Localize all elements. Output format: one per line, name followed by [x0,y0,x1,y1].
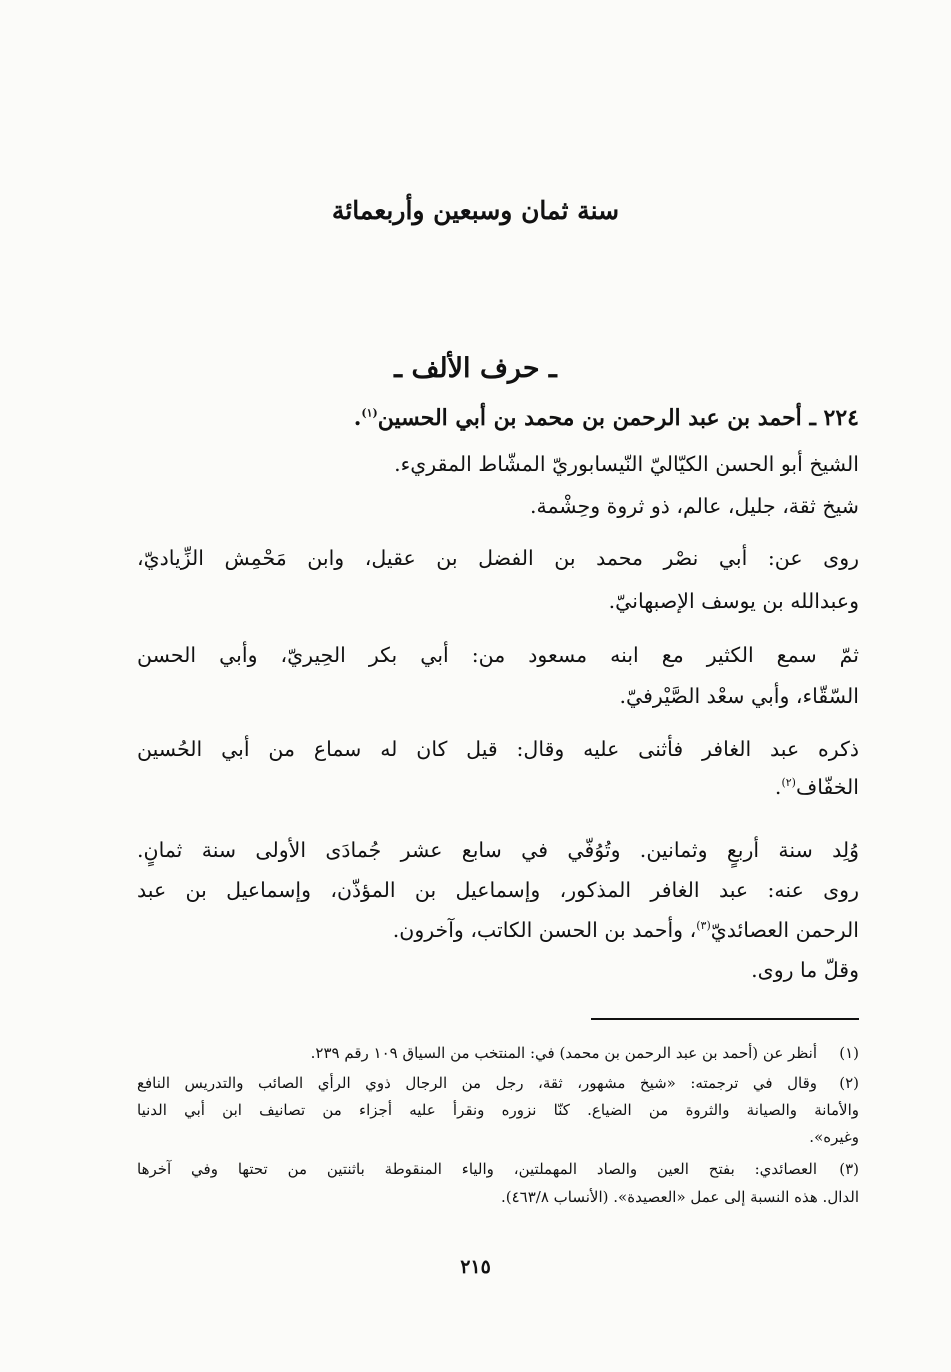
footnotes [137,0,859,1250]
year-heading: سنة ثمان وسبعين وأربعمائة [331,196,620,225]
heard-line-1: ثمّ سمع الكثير مع ابنه مسعود من: أبي بكر الحِيريّ، وأبي الحسن [137,643,859,667]
mention-line-2-text: الخفّاف [795,775,859,799]
heard-line-2: السّقّاء، وأبي سعْد الصَّيْرفيّ. [619,684,859,708]
mention-line-1: ذكره عبد الغافر فأثنى عليه وقال: قيل كان له سماع من أبي الحُسين [137,737,859,761]
students-line-1: روى عنه: عبد الغافر المذكور، وإسماعيل بن المؤذّن، وإسماعيل بن عبد [137,878,859,902]
footnote-ref-2: (٢) [781,776,796,790]
entry-line-nisba: الشيخ أبو الحسن الكيّاليّ النّيسابوريّ المشّاط المقريء. [394,452,859,476]
footnote-ref-3: (٣) [696,919,711,933]
teachers-line-2: وعبدالله بن يوسف الإصبهانيّ. [608,589,859,613]
footnote-ref-1: (١) [361,406,378,420]
footnote-3-line-2: الدال. هذه النسبة إلى عمل «العصيدة». (الأنساب ٤٦٣/٨). [501,1188,859,1206]
footnote-1-number: (١) [839,1044,859,1062]
footnote-2-line-3: وغيره». [809,1128,859,1146]
narration-note-line: وقلّ ما روى. [751,958,859,982]
footnote-2-number: (٢) [839,1074,859,1092]
teachers-line-1: روى عن: أبي نصْر محمد بن الفضل بن عقيل، وابن مَحْمِش الزِّياديّ، [137,546,859,570]
entry-heading-end: . [353,405,362,431]
entry-heading-text: ٢٢٤ ـ أحمد بن عبد الرحمن بن محمد بن أبي الحسين [377,405,859,431]
footnote-3-line-1: العصائدي: بفتح العين والصاد المهملتين، والياء المنقوطة باثنتين من تحتها وفي آخرها [137,1160,817,1178]
footnote-3-number: (٣) [839,1160,859,1178]
footnote-1-line-1: أنظر عن (أحمد بن عبد الرحمن بن محمد) في: المنتخب من السياق ١٠٩ رقم ٢٣٩. [310,1044,817,1062]
birth-death-line: وُلِد سنة أربعٍ وثمانين. وتُوُفّي في سابع عشر جُمادَى الأولى سنة ثمانٍ. [137,838,859,862]
students-line-2-text-a: الرحمن العصائديّ [710,918,859,942]
section-heading: ـ حرف الألف ـ [394,353,557,384]
mention-line-2-end: . [774,775,782,799]
entry-line-description: شيخ ثقة، جليل، عالم، ذو ثروة وحِشْمة. [529,494,859,518]
footnote-2-line-2: والأمانة والصيانة والثروة من الضياع. كنّا نزوره ونقرأ عليه أجزاء من تصانيف ابن أبي الدنيا [137,1101,859,1119]
page-number: ٢١٥ [460,1256,491,1278]
students-line-2-text-b: ، وأحمد بن الحسن الكاتب، وآخرون. [392,918,697,942]
footnote-2-line-1: وقال في ترجمته: «شيخ مشهور، ثقة، رجل من الرجال ذوي الرأي الصائب والتدريس النافع [137,1074,817,1092]
